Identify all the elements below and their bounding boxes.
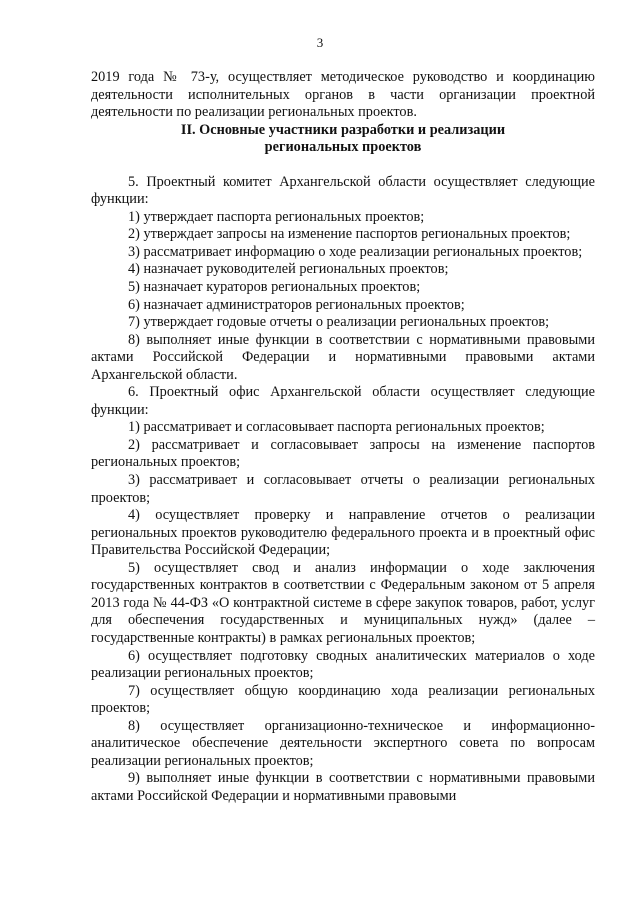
paragraph: 6) осуществляет подготовку сводных аналитических материалов о ходе реализации региональных проектов; (91, 647, 595, 682)
paragraph: 8) осуществляет организационно-техническое и информационно-аналитическое обеспечение деятельности экспертного совета по вопросам реализации региональных проектов; (91, 717, 595, 769)
paragraph: 4) назначает руководителей региональных проектов; (128, 261, 449, 278)
page-number: 3 (316, 35, 324, 50)
paragraph: 3) рассматривает информацию о ходе реализации региональных проектов; (128, 243, 583, 260)
paragraph: 9) выполняет иные функции в соответствии с нормативными правовыми актами Российской Федерации и нормативными правовыми (91, 770, 595, 804)
paragraph: 2) утверждает запросы на изменение паспортов региональных проектов; (128, 226, 571, 243)
paragraph: 5) осуществляет свод и анализ информации о ходе заключения государственных контрактов в соответствии с Федеральным законом от 5 апреля 2013 года № 44-ФЗ «О контрактной системе в сфере закупок товаров, работ, услуг для обеспечения государственных и муниципальных нужд» (далее – государственные контракты) в рамках региональных проектов; (91, 559, 595, 646)
paragraph: 2) рассматривает и согласовывает запросы на изменение паспортов региональных проектов; (91, 436, 595, 471)
paragraph: 6. Проектный офис Архангельской области осуществляет следующие функции: (91, 384, 595, 418)
paragraph: 5. Проектный комитет Архангельской области осуществляет следующие функции: (91, 173, 595, 208)
paragraph: 1) утверждает паспорта региональных проектов; (128, 208, 425, 225)
intro-paragraph: 2019 года № 73-у, осуществляет методическое руководство и координацию деятельности исполнительных органов в части организации проектной деятельности по реализации региональных проектов. (91, 69, 595, 121)
section-heading-line-1: II. Основные участники разработки и реализации (180, 121, 506, 138)
paragraph: 3) рассматривает и согласовывает отчеты о реализации региональных проектов; (91, 472, 595, 506)
section-heading-line-2: региональных проектов (264, 139, 422, 156)
paragraph: 7) утверждает годовые отчеты о реализации региональных проектов; (128, 314, 550, 331)
paragraph: 6) назначает администраторов региональных проектов; (128, 296, 465, 313)
paragraph: 7) осуществляет общую координацию хода реализации региональных проектов; (91, 682, 595, 717)
paragraph: 5) назначает кураторов региональных проектов; (128, 279, 421, 296)
section-heading (91, 122, 595, 157)
paragraph: 1) рассматривает и согласовывает паспорта региональных проектов; (128, 419, 545, 436)
paragraph: 4) осуществляет проверку и направление отчетов о реализации региональных проектов руководителю федерального проекта и в проектный офис Правительства Российской Федерации; (91, 507, 595, 559)
document-body (91, 69, 595, 805)
paragraph: 8) выполняет иные функции в соответствии с нормативными правовыми актами Российской Федерации и нормативными правовыми актами Архангельской области. (91, 331, 595, 383)
